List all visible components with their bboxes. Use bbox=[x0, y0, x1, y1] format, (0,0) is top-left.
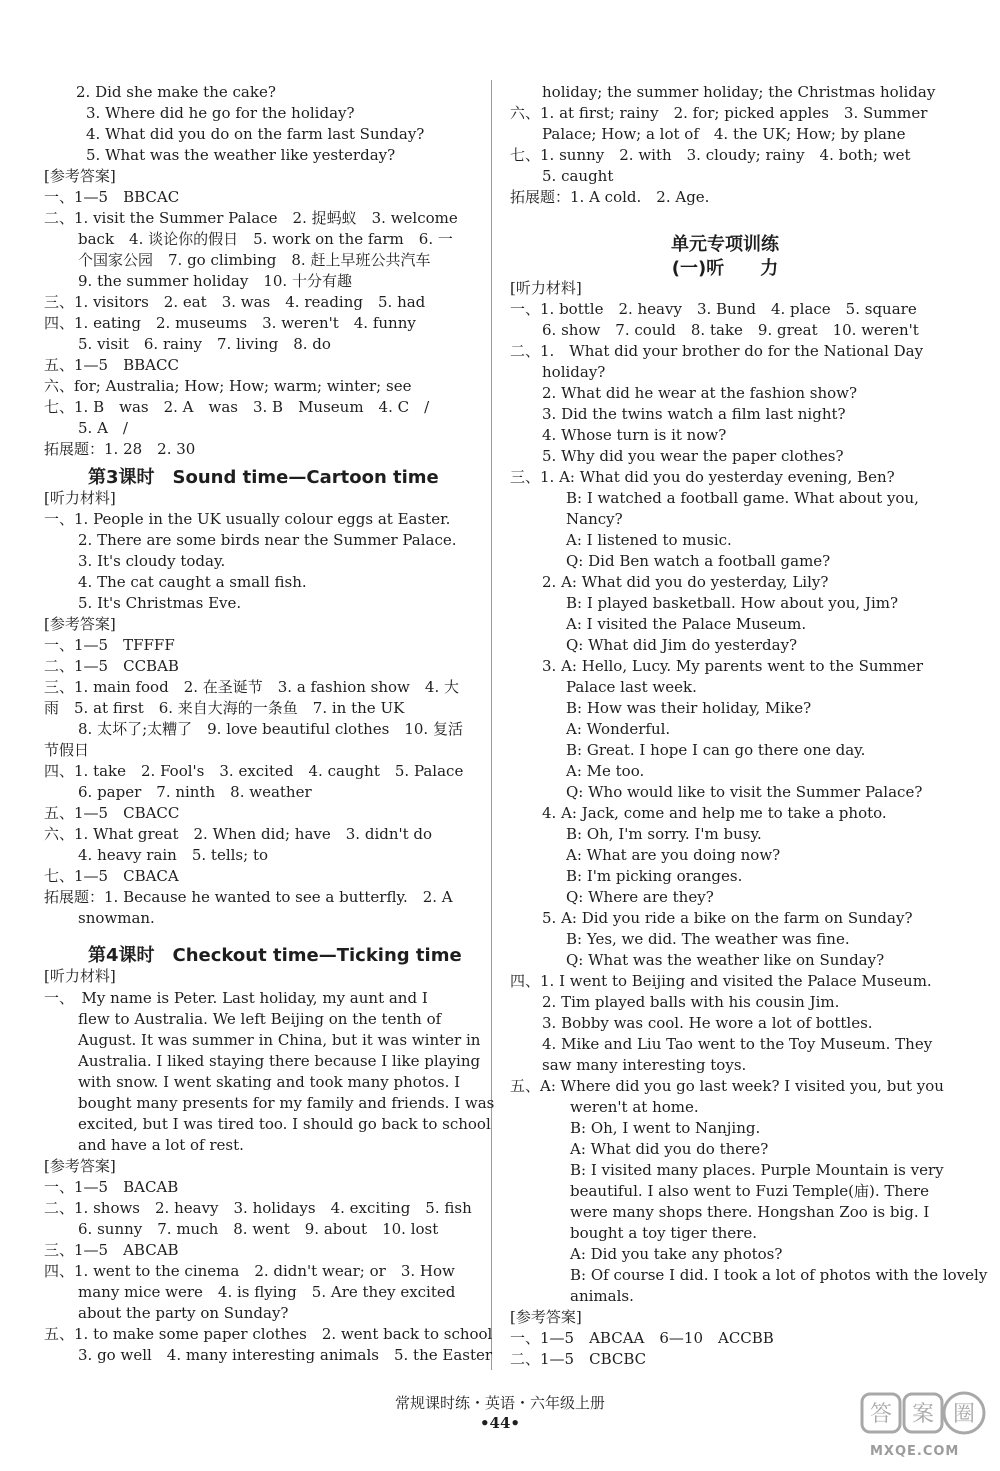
right-line: 4. A: Jack, come and help me to take a photo. bbox=[542, 804, 887, 822]
right-line: 2. Tim played balls with his cousin Jim. bbox=[542, 993, 840, 1011]
lesson-heading: 第3课时 Sound time—Cartoon time bbox=[88, 467, 439, 488]
svg-text:答: 答 bbox=[869, 1402, 893, 1427]
right-line: holiday; the summer holiday; the Christmas holiday bbox=[542, 83, 936, 101]
right-line: Q: What did Jim do yesterday? bbox=[566, 636, 798, 654]
left-line: bought many presents for my family and friends. I was bbox=[78, 1094, 495, 1112]
right-line: Nancy? bbox=[566, 510, 623, 528]
left-line: 四、1. eating 2. museums 3. weren't 4. funny bbox=[44, 314, 416, 332]
right-line: 二、1. What did your brother do for the National Day bbox=[510, 342, 924, 360]
right-line: 五、A: Where did you go last week? I visited you, but you bbox=[510, 1077, 944, 1095]
right-line: Q: Who would like to visit the Summer Palace? bbox=[566, 783, 923, 801]
left-line: 3. Where did he go for the holiday? bbox=[86, 104, 355, 122]
left-line: August. It was summer in China, but it was winter in bbox=[78, 1031, 481, 1049]
right-line: [听力材料] bbox=[510, 279, 582, 297]
left-line: 拓展题：1. Because he wanted to see a butterfly. 2. A bbox=[44, 888, 453, 906]
left-line: 一、1. People in the UK usually colour eggs at Easter. bbox=[44, 510, 451, 528]
right-line: 三、1. A: What did you do yesterday evening, Ben? bbox=[510, 468, 895, 486]
left-line: 雨 5. at first 6. 来自大海的一条鱼 7. in the UK bbox=[44, 699, 405, 717]
right-line: A: Did you take any photos? bbox=[570, 1245, 783, 1263]
left-line: 二、1. visit the Summer Palace 2. 捉蚂蚁 3. welcome bbox=[44, 209, 458, 227]
right-line: 四、1. I went to Beijing and visited the Palace Museum. bbox=[510, 972, 932, 990]
left-line: back 4. 谈论你的假日 5. work on the farm 6. 一 bbox=[78, 230, 453, 248]
right-line: A: What did you do there? bbox=[570, 1140, 769, 1158]
right-line: Q: Where are they? bbox=[566, 888, 714, 906]
left-line: 六、for; Australia; How; How; warm; winter; see bbox=[44, 377, 412, 395]
left-line: 6. paper 7. ninth 8. weather bbox=[78, 783, 312, 801]
right-line: A: I listened to music. bbox=[566, 531, 732, 549]
left-line: 四、1. take 2. Fool's 3. excited 4. caught 5. Palace bbox=[44, 762, 464, 780]
right-line: [参考答案] bbox=[510, 1308, 582, 1326]
left-line: and have a lot of rest. bbox=[78, 1136, 244, 1154]
left-line: 二、1. shows 2. heavy 3. holidays 4. exciting 5. fish bbox=[44, 1199, 472, 1217]
left-line: [听力材料] bbox=[44, 967, 116, 985]
left-line: 2. There are some birds near the Summer Palace. bbox=[78, 531, 457, 549]
right-line: 六、1. at first; rainy 2. for; picked apples 3. Summer bbox=[510, 104, 928, 122]
right-line: A: What are you doing now? bbox=[566, 846, 781, 864]
left-line: 4. What did you do on the farm last Sunday? bbox=[86, 125, 425, 143]
left-line: 三、1. main food 2. 在圣诞节 3. a fashion show 4. 大 bbox=[44, 678, 459, 696]
left-line: 七、1. B was 2. A was 3. B Museum 4. C / bbox=[44, 398, 430, 416]
right-line: holiday? bbox=[542, 363, 606, 381]
right-line: 拓展题：1. A cold. 2. Age. bbox=[510, 188, 710, 206]
right-line: 5. Why did you wear the paper clothes? bbox=[542, 447, 844, 465]
left-line: about the party on Sunday? bbox=[78, 1304, 289, 1322]
right-line: 2. What did he wear at the fashion show? bbox=[542, 384, 858, 402]
right-line: B: Yes, we did. The weather was fine. bbox=[566, 930, 850, 948]
left-line: [听力材料] bbox=[44, 489, 116, 507]
left-line: [参考答案] bbox=[44, 167, 116, 185]
right-line: 3. Did the twins watch a film last night? bbox=[542, 405, 846, 423]
left-line: flew to Australia. We left Beijing on the tenth of bbox=[78, 1010, 442, 1028]
watermark-text: MXQE.COM bbox=[870, 1444, 960, 1459]
left-line: 5. What was the weather like yesterday? bbox=[86, 146, 396, 164]
right-line: were many shops there. Hongshan Zoo is big. I bbox=[570, 1203, 930, 1221]
left-line: many mice were 4. is flying 5. Are they excited bbox=[78, 1283, 456, 1301]
left-line: 五、1. to make some paper clothes 2. went back to school bbox=[44, 1325, 493, 1343]
right-line: B: I watched a football game. What about you, bbox=[566, 489, 919, 507]
left-line: 5. visit 6. rainy 7. living 8. do bbox=[78, 335, 331, 353]
right-line: B: Oh, I'm sorry. I'm busy. bbox=[566, 825, 762, 843]
left-line: 二、1—5 CCBAB bbox=[44, 657, 179, 675]
left-line: 五、1—5 BBACC bbox=[44, 356, 179, 374]
left-line: 七、1—5 CBACA bbox=[44, 867, 179, 885]
left-line: 四、1. went to the cinema 2. didn't wear; or 3. How bbox=[44, 1262, 455, 1280]
left-line: 3. It's cloudy today. bbox=[78, 552, 226, 570]
left-line: 五、1—5 CBACC bbox=[44, 804, 180, 822]
right-line: 一、1. bottle 2. heavy 3. Bund 4. place 5. square bbox=[510, 300, 917, 318]
left-line: 一、1—5 TFFFF bbox=[44, 636, 175, 654]
svg-text:案: 案 bbox=[911, 1402, 935, 1427]
right-line: 2. A: What did you do yesterday, Lily? bbox=[542, 573, 829, 591]
left-line: 一、1—5 BACAB bbox=[44, 1178, 179, 1196]
left-line: 三、1—5 ABCAB bbox=[44, 1241, 179, 1259]
right-line: Palace; How; a lot of 4. the UK; How; by plane bbox=[542, 125, 906, 143]
left-line: with snow. I went skating and took many photos. I bbox=[78, 1073, 461, 1091]
book-title: 常规课时练・英语・六年级上册 bbox=[394, 1394, 605, 1412]
column-divider bbox=[491, 80, 492, 1370]
right-line: 4. Mike and Liu Tao went to the Toy Museum. They bbox=[542, 1035, 933, 1053]
right-line: 3. Bobby was cool. He wore a lot of bottles. bbox=[542, 1014, 873, 1032]
right-line: B: I'm picking oranges. bbox=[566, 867, 743, 885]
left-line: 一、 My name is Peter. Last holiday, my aunt and I bbox=[44, 989, 428, 1007]
right-line: 5. A: Did you ride a bike on the farm on Sunday? bbox=[542, 909, 913, 927]
left-line: 4. The cat caught a small fish. bbox=[78, 573, 307, 591]
left-line: 三、1. visitors 2. eat 3. was 4. reading 5. had bbox=[44, 293, 426, 311]
section-heading: (一)听 力 bbox=[671, 258, 779, 279]
left-line: [参考答案] bbox=[44, 1157, 116, 1175]
right-line: Palace last week. bbox=[566, 678, 697, 696]
right-line: A: Me too. bbox=[566, 762, 645, 780]
left-line: 4. heavy rain 5. tells; to bbox=[78, 846, 269, 864]
left-line: [参考答案] bbox=[44, 615, 116, 633]
right-line: 3. A: Hello, Lucy. My parents went to the Summer bbox=[542, 657, 924, 675]
right-line: 5. caught bbox=[542, 167, 614, 185]
right-line: B: Great. I hope I can go there one day. bbox=[566, 741, 866, 759]
page-number: •44• bbox=[479, 1414, 521, 1432]
left-line: excited, but I was tired too. I should go back to school bbox=[78, 1115, 491, 1133]
left-line: 9. the summer holiday 10. 十分有趣 bbox=[78, 272, 352, 290]
section-heading: 单元专项训练 bbox=[671, 234, 779, 255]
right-line: 七、1. sunny 2. with 3. cloudy; rainy 4. both; wet bbox=[510, 146, 911, 164]
right-line: 6. show 7. could 8. take 9. great 10. weren't bbox=[542, 321, 919, 339]
right-line: B: How was their holiday, Mike? bbox=[566, 699, 812, 717]
left-line: 6. sunny 7. much 8. went 9. about 10. lost bbox=[78, 1220, 439, 1238]
right-line: animals. bbox=[570, 1287, 634, 1305]
svg-text:圈: 圈 bbox=[952, 1402, 976, 1427]
right-line: 4. Whose turn is it now? bbox=[542, 426, 727, 444]
left-line: 5. It's Christmas Eve. bbox=[78, 594, 242, 612]
right-line: beautiful. I also went to Fuzi Temple(庙). There bbox=[570, 1182, 929, 1200]
right-line: Q: What was the weather like on Sunday? bbox=[566, 951, 885, 969]
right-line: B: Oh, I went to Nanjing. bbox=[570, 1119, 761, 1137]
right-line: 二、1—5 CBCBC bbox=[510, 1350, 647, 1368]
right-line: B: I visited many places. Purple Mountain is very bbox=[570, 1161, 944, 1179]
right-line: A: Wonderful. bbox=[566, 720, 671, 738]
left-line: 2. Did she make the cake? bbox=[76, 83, 276, 101]
right-line: Q: Did Ben watch a football game? bbox=[566, 552, 831, 570]
left-line: 5. A / bbox=[78, 419, 128, 437]
right-line: B: Of course I did. I took a lot of photos with the lovely bbox=[570, 1266, 988, 1284]
lesson-heading: 第4课时 Checkout time—Ticking time bbox=[88, 945, 462, 966]
left-line: 8. 太坏了;太糟了 9. love beautiful clothes 10. 复活 bbox=[78, 720, 463, 738]
left-line: 个国家公园 7. go climbing 8. 赶上早班公共汽车 bbox=[78, 251, 431, 269]
right-line: saw many interesting toys. bbox=[542, 1056, 747, 1074]
left-line: 一、1—5 BBCAC bbox=[44, 188, 180, 206]
left-line: 六、1. What great 2. When did; have 3. didn't do bbox=[44, 825, 433, 843]
right-line: weren't at home. bbox=[570, 1098, 699, 1116]
left-line: 拓展题：1. 28 2. 30 bbox=[44, 440, 196, 458]
left-line: Australia. I liked staying there because I like playing bbox=[78, 1052, 481, 1070]
left-line: 节假日 bbox=[44, 741, 90, 759]
right-line: 一、1—5 ABCAA 6—10 ACCBB bbox=[510, 1329, 774, 1347]
right-line: B: I played basketball. How about you, Jim? bbox=[566, 594, 899, 612]
right-line: A: I visited the Palace Museum. bbox=[566, 615, 807, 633]
left-line: 3. go well 4. many interesting animals 5. the Easter bbox=[78, 1346, 493, 1364]
right-line: bought a toy tiger there. bbox=[570, 1224, 757, 1242]
left-line: snowman. bbox=[78, 909, 155, 927]
